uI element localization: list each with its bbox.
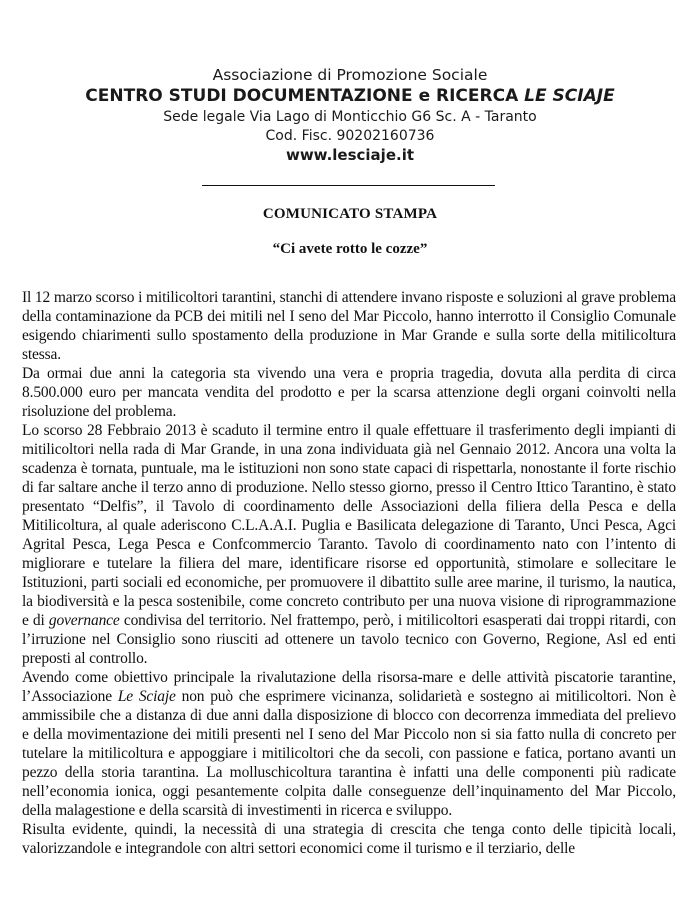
header-divider (202, 185, 495, 186)
emphasis-text: governance (48, 612, 120, 629)
paragraph-text: non può che esprimere vicinanza, solidarietà e sostegno ai mitilicoltori. Non è ammissibile che a distanza di due anni dalla disposizione di blocco con decorrenza immediata del prelievo e della movimentazione dei mitili presenti nel I seno del Mar Piccolo non si sia fatto nulla di concreto per tutelare la mitilicoltura e appoggiare i mitilicoltori che da secoli, con passione e fatica, portano avanti un pezzo della storia tarantina. La molluschicoltura tarantina è infatti una delle componenti più radicate nell’economia ionica, oggi pesantemente colpita dalle conseguenze dell’inquinamento del Mar Piccolo, della malagestione e della scarsità di investimenti in ricerca e sviluppo. (22, 688, 676, 819)
organization-name-prefix: CENTRO STUDI DOCUMENTAZIONE e RICERCA (85, 86, 519, 106)
paragraph: Da ormai due anni la categoria sta vivendo una vera e propria tragedia, dovuta alla perdita di circa 8.500.000 euro per mancata vendita del prodotto e per la scarsa attenzione degli organi coinvolti nella risoluzione del problema. (22, 365, 676, 420)
website-link[interactable]: www.lesciaje.it (285, 146, 415, 164)
paragraph (22, 421, 676, 668)
emphasis-text: Le Sciaje (117, 688, 176, 705)
organization-name (0, 85, 700, 108)
paragraph-text: condivisa del territorio. Nel frattempo, però, i mitilicoltori esasperati dai troppi ritardi, con l’irruzione nel Consiglio sono riusciti ad ottenere un tavolo tecnico con Governo, Regione, Asl ed enti preposti al controllo. (22, 612, 676, 667)
paragraph: Il 12 marzo scorso i mitilicoltori tarantini, stanchi di attendere invano risposte e soluzioni al grave problema della contaminazione da PCB dei mitili nel I seno del Mar Piccolo, hanno interrotto il Consiglio Comunale esigendo chiarimenti sullo spostamento della produzione in Mar Grande e sulla sorte della mitilicoltura stessa. (22, 289, 676, 363)
tax-code: Cod. Fisc. 90202160736 (265, 128, 435, 144)
press-release-title: COMUNICATO STAMPA (262, 206, 438, 222)
body-text (22, 288, 676, 858)
paragraph (22, 668, 676, 820)
organization-type: Associazione di Promozione Sociale (212, 66, 488, 84)
registered-address: Sede legale Via Lago di Monticchio G6 Sc. A - Taranto (163, 109, 537, 125)
paragraph: Risulta evidente, quindi, la necessità di una strategia di crescita che tenga conto delle tipicità locali, valorizzandole e integrandole con altri settori economici come il turismo e il terziario, delle (22, 821, 676, 857)
paragraph-text: Lo scorso 28 Febbraio 2013 è scaduto il termine entro il quale effettuare il trasferimento degli impianti di mitilicoltori nella rada di Mar Grande, in una zona individuata già nel Gennaio 2012. Ancora una volta la scadenza è tornata, puntuale, ma le istituzioni non sono state capaci di rispettarla, nonostante il forte rischio di far saltare anche il terzo anno di produzione. Nello stesso giorno, presso il Centro Ittico Tarantino, è stato presentato “Delfis”, il Tavolo di coordinamento delle Associazioni della filiera della Pesca e della Mitilicoltura, al quale aderiscono C.L.A.A.I. Puglia e Basilicata delegazione di Taranto, Unci Pesca, Agci Agrital Pesca, Lega Pesca e Confcommercio Taranto. Tavolo di coordinamento nato con l’intento di migliorare e tutelare la filiera del mare, identificare risorse ed opportunità, stimolare e sollecitare le Istituzioni, parti sociali ed economiche, per promuovere il dibattito sulle aree marine, il turismo, la nautica, la biodiversità e la pesca sostenibile, come concreto contributo per una nuova visione di riprogrammazione e di (22, 422, 676, 629)
press-release-subtitle: “Ci avete rotto le cozze” (272, 241, 428, 257)
paragraph-text: Avendo come obiettivo principale la rivalutazione della risorsa-mare e delle attività piscatorie tarantine, l’Associazione (22, 669, 676, 705)
letterhead (0, 66, 700, 165)
organization-name-italic: LE SCIAJE (524, 86, 615, 106)
